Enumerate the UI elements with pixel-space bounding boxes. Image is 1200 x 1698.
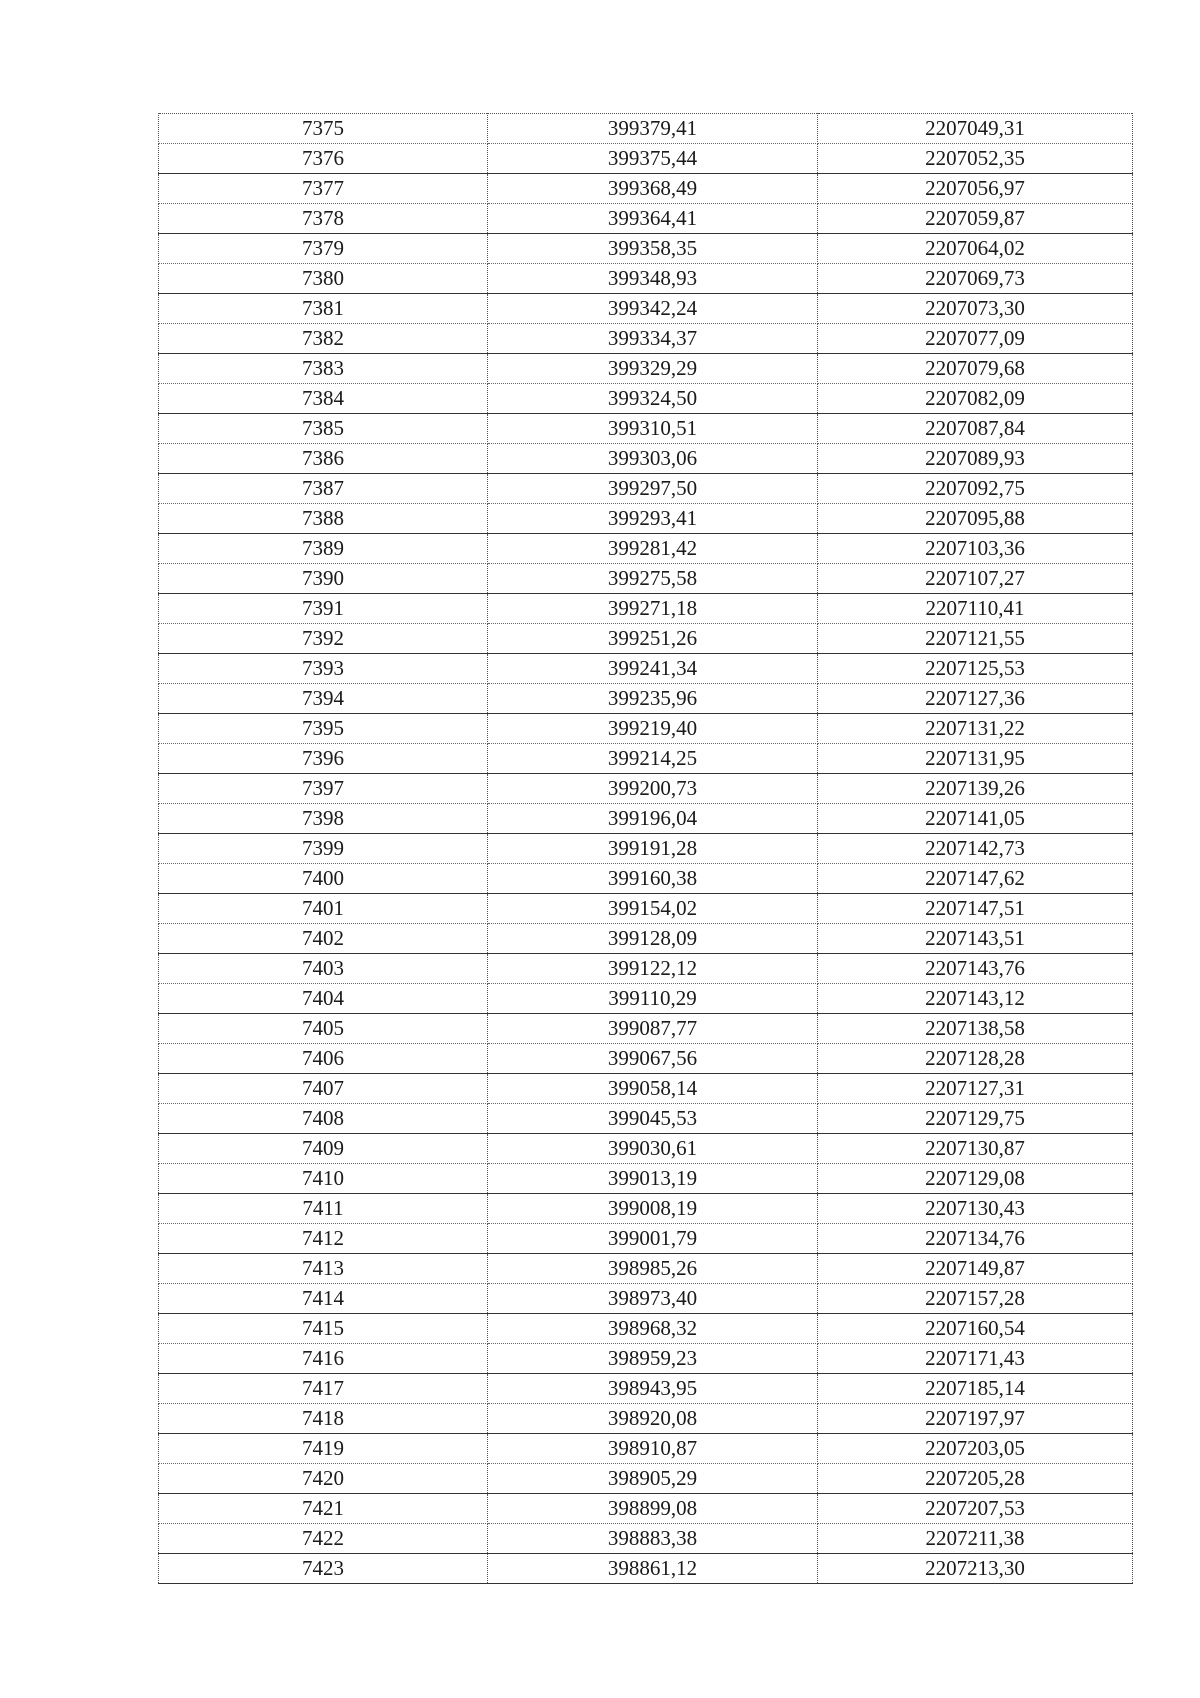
y-coordinate-cell: 2207082,09: [818, 384, 1133, 414]
point-number-cell: 7385: [159, 414, 488, 444]
x-coordinate-cell: 399235,96: [488, 684, 818, 714]
x-coordinate-cell: 398968,32: [488, 1314, 818, 1344]
point-number-cell: 7391: [159, 594, 488, 624]
point-number-cell: 7417: [159, 1374, 488, 1404]
point-number-cell: 7383: [159, 354, 488, 384]
point-number-cell: 7399: [159, 834, 488, 864]
table-row: [159, 114, 1133, 144]
y-coordinate-cell: 2207134,76: [818, 1224, 1133, 1254]
point-number-cell: 7375: [159, 114, 488, 144]
table-row: [159, 234, 1133, 264]
y-coordinate-cell: 2207110,41: [818, 594, 1133, 624]
table-row: [159, 294, 1133, 324]
table-row: [159, 444, 1133, 474]
x-coordinate-cell: 399058,14: [488, 1074, 818, 1104]
y-coordinate-cell: 2207157,28: [818, 1284, 1133, 1314]
x-coordinate-cell: 399375,44: [488, 144, 818, 174]
y-coordinate-cell: 2207095,88: [818, 504, 1133, 534]
point-number-cell: 7411: [159, 1194, 488, 1224]
point-number-cell: 7378: [159, 204, 488, 234]
point-number-cell: 7413: [159, 1254, 488, 1284]
x-coordinate-cell: 399310,51: [488, 414, 818, 444]
table-row: [159, 1404, 1133, 1434]
point-number-cell: 7416: [159, 1344, 488, 1374]
x-coordinate-cell: 398883,38: [488, 1524, 818, 1554]
y-coordinate-cell: 2207087,84: [818, 414, 1133, 444]
y-coordinate-cell: 2207211,38: [818, 1524, 1133, 1554]
x-coordinate-cell: 399045,53: [488, 1104, 818, 1134]
y-coordinate-cell: 2207077,09: [818, 324, 1133, 354]
point-number-cell: 7379: [159, 234, 488, 264]
point-number-cell: 7414: [159, 1284, 488, 1314]
x-coordinate-cell: 399297,50: [488, 474, 818, 504]
point-number-cell: 7405: [159, 1014, 488, 1044]
x-coordinate-cell: 399348,93: [488, 264, 818, 294]
y-coordinate-cell: 2207125,53: [818, 654, 1133, 684]
table-row: [159, 1164, 1133, 1194]
point-number-cell: 7394: [159, 684, 488, 714]
x-coordinate-cell: 398943,95: [488, 1374, 818, 1404]
coordinates-table: [158, 113, 1133, 1584]
point-number-cell: 7390: [159, 564, 488, 594]
y-coordinate-cell: 2207107,27: [818, 564, 1133, 594]
point-number-cell: 7380: [159, 264, 488, 294]
point-number-cell: 7388: [159, 504, 488, 534]
x-coordinate-cell: 399281,42: [488, 534, 818, 564]
x-coordinate-cell: 398899,08: [488, 1494, 818, 1524]
y-coordinate-cell: 2207185,14: [818, 1374, 1133, 1404]
point-number-cell: 7398: [159, 804, 488, 834]
x-coordinate-cell: 399154,02: [488, 894, 818, 924]
x-coordinate-cell: 399303,06: [488, 444, 818, 474]
point-number-cell: 7420: [159, 1464, 488, 1494]
table-row: [159, 1284, 1133, 1314]
table-row: [159, 414, 1133, 444]
table-row: [159, 1104, 1133, 1134]
y-coordinate-cell: 2207052,35: [818, 144, 1133, 174]
table-row: [159, 804, 1133, 834]
y-coordinate-cell: 2207064,02: [818, 234, 1133, 264]
y-coordinate-cell: 2207197,97: [818, 1404, 1133, 1434]
table-row: [159, 144, 1133, 174]
table-row: [159, 534, 1133, 564]
y-coordinate-cell: 2207143,76: [818, 954, 1133, 984]
table-row: [159, 1374, 1133, 1404]
y-coordinate-cell: 2207131,22: [818, 714, 1133, 744]
table-row: [159, 654, 1133, 684]
point-number-cell: 7387: [159, 474, 488, 504]
y-coordinate-cell: 2207130,43: [818, 1194, 1133, 1224]
x-coordinate-cell: 399110,29: [488, 984, 818, 1014]
y-coordinate-cell: 2207143,12: [818, 984, 1133, 1014]
x-coordinate-cell: 398861,12: [488, 1554, 818, 1584]
y-coordinate-cell: 2207129,08: [818, 1164, 1133, 1194]
table-row: [159, 1344, 1133, 1374]
table-row: [159, 1314, 1133, 1344]
table-row: [159, 1464, 1133, 1494]
y-coordinate-cell: 2207130,87: [818, 1134, 1133, 1164]
table-row: [159, 324, 1133, 354]
table-row: [159, 564, 1133, 594]
x-coordinate-cell: 399271,18: [488, 594, 818, 624]
y-coordinate-cell: 2207049,31: [818, 114, 1133, 144]
x-coordinate-cell: 399342,24: [488, 294, 818, 324]
x-coordinate-cell: 399241,34: [488, 654, 818, 684]
y-coordinate-cell: 2207127,36: [818, 684, 1133, 714]
point-number-cell: 7392: [159, 624, 488, 654]
table-row: [159, 594, 1133, 624]
table-row: [159, 1074, 1133, 1104]
point-number-cell: 7377: [159, 174, 488, 204]
y-coordinate-cell: 2207141,05: [818, 804, 1133, 834]
y-coordinate-cell: 2207149,87: [818, 1254, 1133, 1284]
point-number-cell: 7403: [159, 954, 488, 984]
x-coordinate-cell: 398920,08: [488, 1404, 818, 1434]
point-number-cell: 7400: [159, 864, 488, 894]
table-row: [159, 1134, 1133, 1164]
point-number-cell: 7401: [159, 894, 488, 924]
x-coordinate-cell: 399275,58: [488, 564, 818, 594]
point-number-cell: 7410: [159, 1164, 488, 1194]
point-number-cell: 7384: [159, 384, 488, 414]
table-row: [159, 1494, 1133, 1524]
table-row: [159, 834, 1133, 864]
table-row: [159, 204, 1133, 234]
x-coordinate-cell: 399329,29: [488, 354, 818, 384]
x-coordinate-cell: 399214,25: [488, 744, 818, 774]
x-coordinate-cell: 399364,41: [488, 204, 818, 234]
table-row: [159, 504, 1133, 534]
point-number-cell: 7415: [159, 1314, 488, 1344]
y-coordinate-cell: 2207203,05: [818, 1434, 1133, 1464]
table-row: [159, 1194, 1133, 1224]
table-row: [159, 894, 1133, 924]
table-row: [159, 1524, 1133, 1554]
point-number-cell: 7376: [159, 144, 488, 174]
point-number-cell: 7381: [159, 294, 488, 324]
y-coordinate-cell: 2207079,68: [818, 354, 1133, 384]
x-coordinate-cell: 399324,50: [488, 384, 818, 414]
table-row: [159, 924, 1133, 954]
x-coordinate-cell: 399067,56: [488, 1044, 818, 1074]
x-coordinate-cell: 399191,28: [488, 834, 818, 864]
table-row: [159, 264, 1133, 294]
table-row: [159, 774, 1133, 804]
y-coordinate-cell: 2207207,53: [818, 1494, 1133, 1524]
y-coordinate-cell: 2207131,95: [818, 744, 1133, 774]
y-coordinate-cell: 2207171,43: [818, 1344, 1133, 1374]
table-row: [159, 684, 1133, 714]
x-coordinate-cell: 399013,19: [488, 1164, 818, 1194]
y-coordinate-cell: 2207092,75: [818, 474, 1133, 504]
table-row: [159, 354, 1133, 384]
y-coordinate-cell: 2207147,51: [818, 894, 1133, 924]
x-coordinate-cell: 398910,87: [488, 1434, 818, 1464]
point-number-cell: 7408: [159, 1104, 488, 1134]
x-coordinate-cell: 399030,61: [488, 1134, 818, 1164]
y-coordinate-cell: 2207139,26: [818, 774, 1133, 804]
y-coordinate-cell: 2207143,51: [818, 924, 1133, 954]
y-coordinate-cell: 2207056,97: [818, 174, 1133, 204]
y-coordinate-cell: 2207147,62: [818, 864, 1133, 894]
x-coordinate-cell: 399087,77: [488, 1014, 818, 1044]
x-coordinate-cell: 398973,40: [488, 1284, 818, 1314]
point-number-cell: 7395: [159, 714, 488, 744]
point-number-cell: 7389: [159, 534, 488, 564]
table-row: [159, 954, 1133, 984]
table-row: [159, 984, 1133, 1014]
point-number-cell: 7397: [159, 774, 488, 804]
x-coordinate-cell: 399379,41: [488, 114, 818, 144]
table-row: [159, 1014, 1133, 1044]
table-row: [159, 744, 1133, 774]
y-coordinate-cell: 2207121,55: [818, 624, 1133, 654]
y-coordinate-cell: 2207127,31: [818, 1074, 1133, 1104]
x-coordinate-cell: 399368,49: [488, 174, 818, 204]
coordinates-table-body: [159, 114, 1133, 1584]
x-coordinate-cell: 399008,19: [488, 1194, 818, 1224]
table-row: [159, 1224, 1133, 1254]
table-row: [159, 1554, 1133, 1584]
point-number-cell: 7412: [159, 1224, 488, 1254]
point-number-cell: 7402: [159, 924, 488, 954]
x-coordinate-cell: 399293,41: [488, 504, 818, 534]
table-row: [159, 624, 1133, 654]
y-coordinate-cell: 2207128,28: [818, 1044, 1133, 1074]
y-coordinate-cell: 2207205,28: [818, 1464, 1133, 1494]
x-coordinate-cell: 399334,37: [488, 324, 818, 354]
table-row: [159, 1044, 1133, 1074]
point-number-cell: 7419: [159, 1434, 488, 1464]
point-number-cell: 7418: [159, 1404, 488, 1434]
x-coordinate-cell: 399251,26: [488, 624, 818, 654]
y-coordinate-cell: 2207213,30: [818, 1554, 1133, 1584]
x-coordinate-cell: 398905,29: [488, 1464, 818, 1494]
x-coordinate-cell: 399196,04: [488, 804, 818, 834]
table-row: [159, 1434, 1133, 1464]
x-coordinate-cell: 399358,35: [488, 234, 818, 264]
x-coordinate-cell: 398985,26: [488, 1254, 818, 1284]
y-coordinate-cell: 2207069,73: [818, 264, 1133, 294]
point-number-cell: 7396: [159, 744, 488, 774]
x-coordinate-cell: 399219,40: [488, 714, 818, 744]
y-coordinate-cell: 2207073,30: [818, 294, 1133, 324]
y-coordinate-cell: 2207059,87: [818, 204, 1133, 234]
y-coordinate-cell: 2207103,36: [818, 534, 1133, 564]
point-number-cell: 7409: [159, 1134, 488, 1164]
x-coordinate-cell: 399128,09: [488, 924, 818, 954]
table-row: [159, 384, 1133, 414]
table-row: [159, 174, 1133, 204]
point-number-cell: 7406: [159, 1044, 488, 1074]
point-number-cell: 7393: [159, 654, 488, 684]
table-row: [159, 474, 1133, 504]
table-row: [159, 714, 1133, 744]
point-number-cell: 7423: [159, 1554, 488, 1584]
point-number-cell: 7422: [159, 1524, 488, 1554]
x-coordinate-cell: 399001,79: [488, 1224, 818, 1254]
x-coordinate-cell: 399160,38: [488, 864, 818, 894]
table-row: [159, 1254, 1133, 1284]
point-number-cell: 7386: [159, 444, 488, 474]
y-coordinate-cell: 2207089,93: [818, 444, 1133, 474]
y-coordinate-cell: 2207142,73: [818, 834, 1133, 864]
x-coordinate-cell: 399122,12: [488, 954, 818, 984]
point-number-cell: 7407: [159, 1074, 488, 1104]
y-coordinate-cell: 2207129,75: [818, 1104, 1133, 1134]
point-number-cell: 7421: [159, 1494, 488, 1524]
y-coordinate-cell: 2207138,58: [818, 1014, 1133, 1044]
table-row: [159, 864, 1133, 894]
y-coordinate-cell: 2207160,54: [818, 1314, 1133, 1344]
x-coordinate-cell: 399200,73: [488, 774, 818, 804]
point-number-cell: 7382: [159, 324, 488, 354]
point-number-cell: 7404: [159, 984, 488, 1014]
x-coordinate-cell: 398959,23: [488, 1344, 818, 1374]
